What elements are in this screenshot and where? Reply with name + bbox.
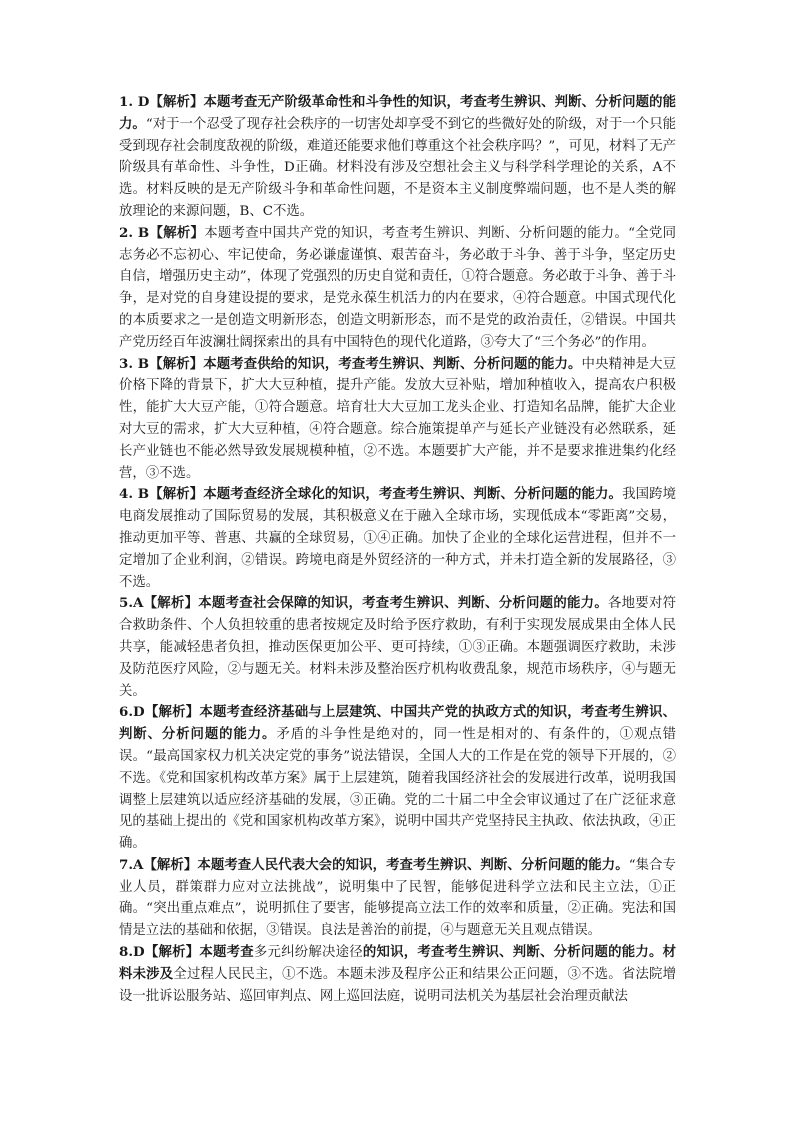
item-heading-continued: 的知识，考查考生辨识、判断、分析问题的能力。材料未涉及 xyxy=(119,944,677,982)
item-heading: 3. B【解析】本题考查供给的知识，考查考生辨识、判断、分析问题的能力。 xyxy=(119,355,582,372)
item-body: 矛盾的斗争性是绝对的，同一性是相对的、有条件的，①观点错误。“最高国家权力机关决定党的事务”说法错误，全国人大的工作是在党的领导下开展的，②不选。《党和国家机构改革方案》属于上层建筑，随着我国经济社会的发展进行改革，说明我国调整上层建筑以适应经济基础的发展，③正确。党的二十届二中全会审议通过了在广泛征求意见的基础上提出的《党和国家机构改革方案》，说明中国共产党坚持民主执政、依法执政，④正确。 xyxy=(119,727,677,852)
item-body: “集合专业人员，群策群力应对立法挑战”，说明集中了民智，能够促进科学立法和民主立法，①正确。“突出重点难点”，说明抓住了要害，能够提高立法工作的效率和质量，②正确。宪法和国情是立法的基础和依据，③错误。良法是善治的前提，④与题意无关且观点错误。 xyxy=(119,857,676,939)
item-body: 我国跨境电商发展推动了国际贸易的发展，其积极意义在于融入全球市场，实现低成本“零距离”交易，推动更加平等、普惠、共赢的全球贸易，①④正确。加快了企业的全球化运营进程，但并不一定增加了企业利润，②错误。跨境电商是外贸经济的一种方式，并未打造全新的发展路径，③不选。 xyxy=(119,487,677,590)
item-body-continued: 全过程人民民主，①不选。本题未涉及程序公正和结果公正问题，③不选。省法院增设一批诉讼服务站、巡回审判点、网上巡回法庭，说明司法机关为基层社会治理贡献法 xyxy=(119,966,677,1004)
answer-item-4 xyxy=(119,484,676,593)
item-heading: 8.D【解析】本题考查 xyxy=(119,944,254,961)
answer-item-2 xyxy=(119,223,676,354)
item-heading: 6.D【解析】本题考查经济基础与上层建筑、中国共产党的执政方式的知识，考查考生辨识、判断、分析问题的能力。 xyxy=(119,704,676,743)
item-heading: 7.A【解析】本题考查人民代表大会的知识，考查考生辨识、判断、分析问题的能力。 xyxy=(119,856,629,873)
item-heading: 4. B【解析】本题考查经济全球化的知识，考查考生辨识、判断、分析问题的能力。 xyxy=(119,486,623,503)
answer-item-5 xyxy=(119,593,676,702)
answer-item-7 xyxy=(119,855,676,942)
item-body: 中央精神是大豆价格下降的背景下，扩大大豆种植，提升产能。发放大豆补贴，增加种植收入，提高农户积极性，能扩大大豆产能，①符合题意。培育壮大大豆加工龙头企业、打造知名品牌，能扩大企业对大豆的需求，扩大大豆种植，④符合题意。综合施策提单产与延长产业链没有必然联系，延长产业链也不能必然导致发展规模种植，②不选。本题要扩大产能，并不是要求推进集约化经营，③不选。 xyxy=(119,356,677,481)
answer-item-8 xyxy=(119,942,676,1007)
answer-explanations xyxy=(119,92,676,1007)
item-body: 各地要对符合救助条件、个人负担较重的患者按规定及时给予医疗救助，有利于实现发展成果由全体人民共享，能减轻患者负担，推动医保更加公平、更可持续，①③正确。本题强调医疗救助，未涉及防范医疗风险，②与题无关。材料未涉及整治医疗机构收费乱象，规范市场秩序，④与题无关。 xyxy=(119,596,677,699)
answer-item-6 xyxy=(119,702,676,855)
item-heading: 1. D【解析】本题考查无产阶级革命性和斗争性的知识，考查考生辨识、判断、分析问题的能力。 xyxy=(119,94,676,132)
item-body: “对于一个忍受了现存社会秩序的一切害处却享受不到它的些微好处的阶级，对于一个只能受到现存社会制度敌视的阶级，难道还能要求他们尊重这个社会秩序吗？”，可见，材料了无产阶级具有革命性、斗争性，D正确。材料没有涉及空想社会主义与科学科学理论的关系，A不选。材料反映的是无产阶级斗争和革命性问题，不是资本主义制度弊端问题，也不是人类的解放理论的来源问题，B、C不选。 xyxy=(119,116,677,219)
item-heading: 5.A【解析】本题考查社会保障的知识，考查考生辨识、判断、分析问题的能力。 xyxy=(119,595,608,612)
answer-item-1 xyxy=(119,92,676,223)
item-body: 多元纠纷解决途径 xyxy=(253,945,363,961)
item-body: 本题考查中国共产党的知识，考查考生辨识、判断、分析问题的能力。“全党同志务必不忘初心、牢记使命，务必谦虚谨慎、艰苦奋斗，务必敢于斗争、善于斗争，坚定历史自信，增强历史主动”，体现了党强烈的历史自觉和责任，①符合题意。务必敢于斗争、善于斗争，是对党的自身建设提的要求，是党永葆生机活力的内在要求，④符合题意。中国式现代化的本质要求之一是创造文明新形态，创造文明新形态，而不是党的政治责任，②错误。中国共产党历经百年波澜壮阔探索出的具有中国特色的现代化道路，③夸大了“三个务必”的作用。 xyxy=(119,225,677,350)
item-heading: 2. B【解析】 xyxy=(119,224,205,241)
answer-item-3 xyxy=(119,354,676,485)
